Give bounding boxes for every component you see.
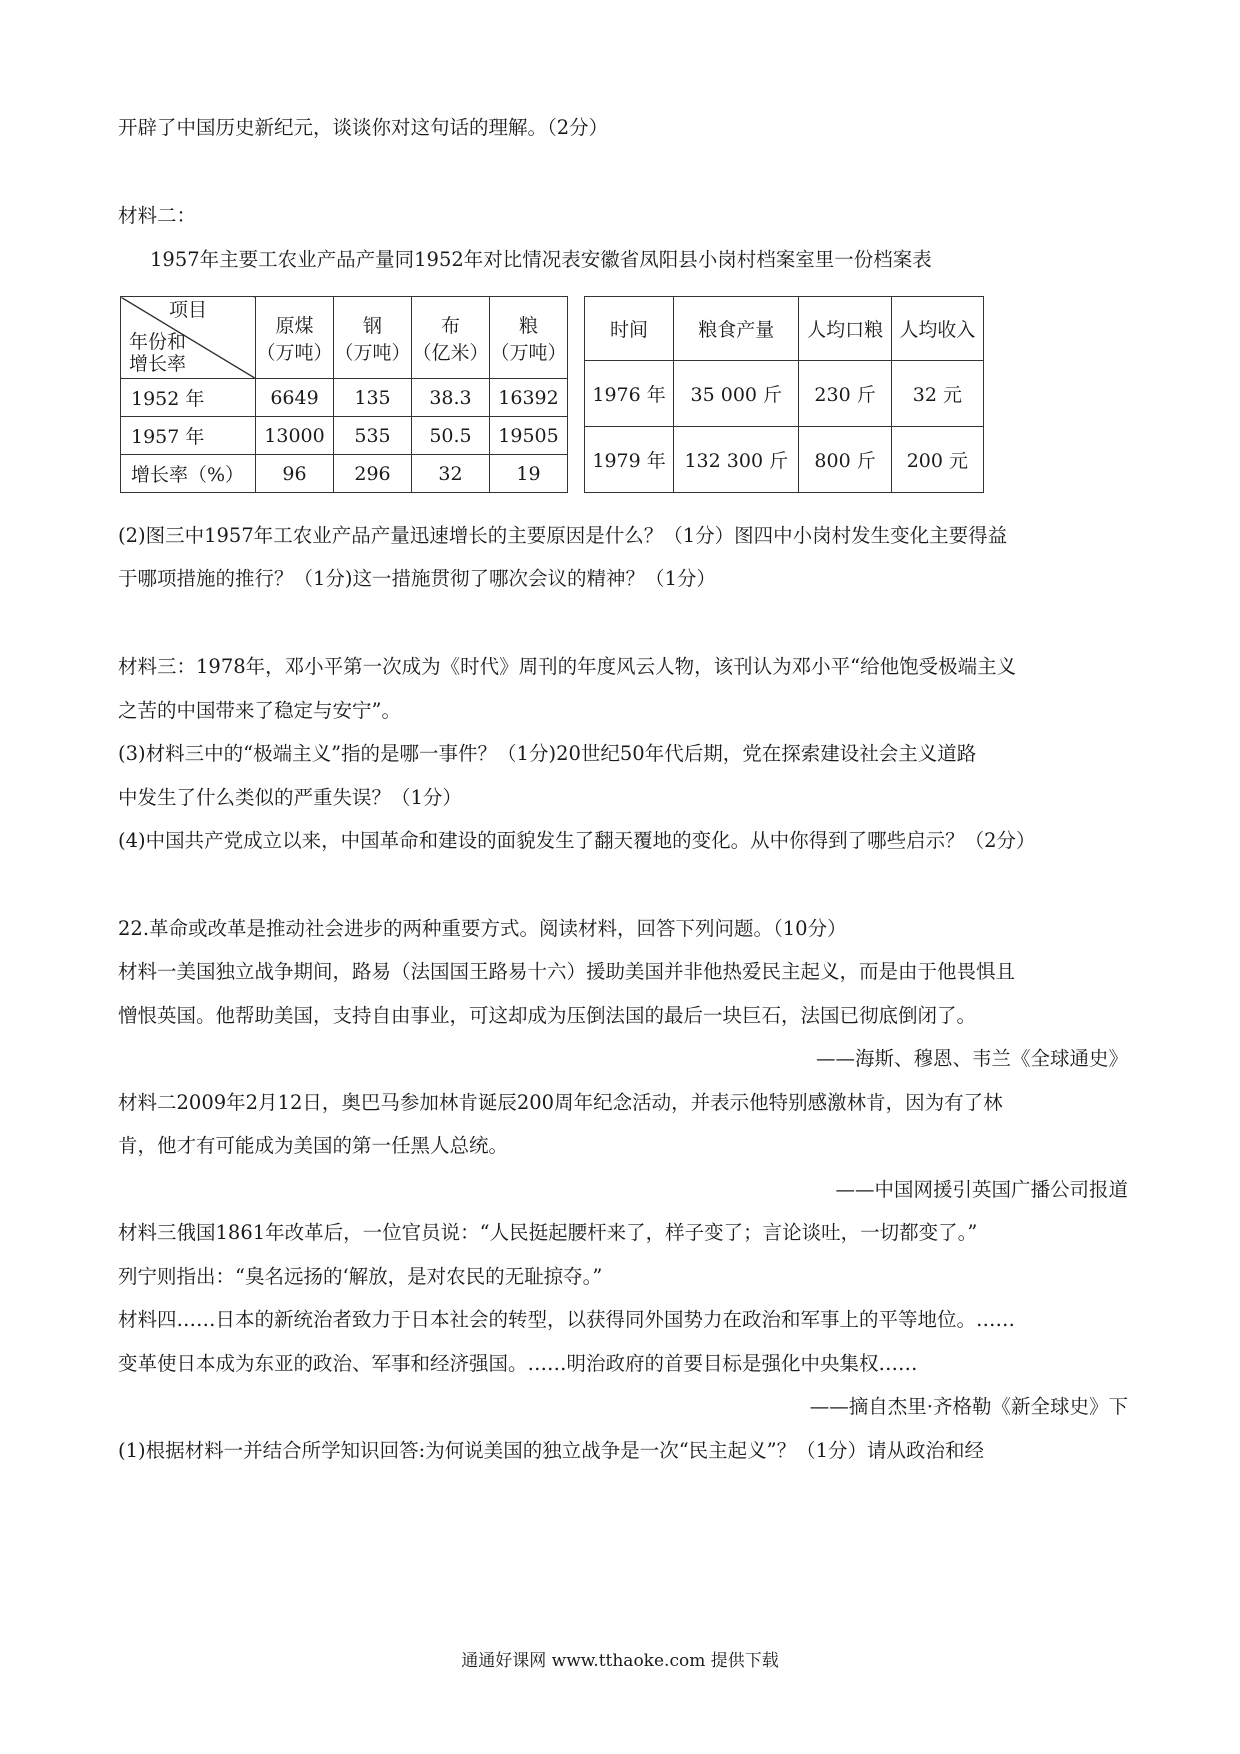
header-cell: 布 （亿米） (412, 297, 490, 379)
question-2-line-2: 于哪项措施的推行？（1分)这一措施贯彻了哪次会议的精神？（1分） (118, 567, 716, 590)
source-4-line-1: 材料四……日本的新统治者致力于日本社会的转型，以获得同外国势力在政治和军事上的平等地位。…… (118, 1308, 1016, 1331)
source-1-line-2: 憎恨英国。他帮助美国，支持自由事业，可这却成为压倒法国的最后一块巨石，法国已彻底倒闭了。 (118, 1004, 977, 1027)
material-three-line-1: 材料三：1978年，邓小平第一次成为《时代》周刊的年度风云人物，该刊认为邓小平“给他饱受极端主义 (118, 655, 1017, 678)
source-2-line-2: 肯，他才有可能成为美国的第一任黑人总统。 (118, 1134, 509, 1157)
header-cell: 人均口粮 (799, 297, 891, 361)
table-row: 1952 年 6649 135 38.3 16392 (121, 379, 568, 417)
source-4-citation: ——摘自杰里·齐格勒《新全球史》下 (809, 1395, 1128, 1418)
source-2-citation: ——中国网援引英国广播公司报道 (835, 1178, 1128, 1201)
line-l1: 开辟了中国历史新纪元，谈谈你对这句话的理解。（2分） (118, 116, 609, 139)
question-1: (1)根据材料一并结合所学知识回答:为何说美国的独立战争是一次“民主起义”？（1分）请从政治和经 (118, 1439, 985, 1462)
corner-bottom-2: 增长率 (129, 353, 187, 375)
xiaogang-table (584, 296, 984, 493)
footer-watermark: 通通好课网 www.tthaoke.com 提供下载 (461, 1651, 779, 1671)
question-3-line-2: 中发生了什么类似的严重失误？（1分） (118, 786, 462, 809)
material-three-line-2: 之苦的中国带来了稳定与安宁”。 (118, 699, 401, 722)
question-22: 22.革命或改革是推动社会进步的两种重要方式。阅读材料，回答下列问题。（10分） (118, 917, 847, 940)
header-cell: 钢 （万吨） (334, 297, 412, 379)
source-1-citation: ——海斯、穆恩、韦兰《全球通史》 (815, 1047, 1128, 1070)
table-row: 1976 年 35 000 斤 230 斤 32 元 (585, 361, 984, 427)
corner-cell (121, 297, 256, 379)
source-3-line-1: 材料三俄国1861年改革后，一位官员说：“人民挺起腰杆来了，样子变了；言论谈吐，一切都变了。” (118, 1221, 978, 1244)
question-3-line-1: (3)材料三中的“极端主义”指的是哪一事件？（1分)20世纪50年代后期，党在探索建设社会主义道路 (118, 742, 977, 765)
table-row: 增长率（%） 96 296 32 19 (121, 455, 568, 493)
source-1-line-1: 材料一美国独立战争期间，路易（法国国王路易十六）援助美国并非他热爱民主起义，而是由于他畏惧且 (118, 960, 1016, 983)
question-2-line-1: (2)图三中1957年工农业产品产量迅速增长的主要原因是什么？（1分）图四中小岗村发生变化主要得益 (118, 524, 1008, 547)
question-4: (4)中国共产党成立以来，中国革命和建设的面貌发生了翻天覆地的变化。从中你得到了哪些启示？（2分） (118, 829, 1036, 852)
header-cell: 时间 (585, 297, 674, 361)
source-2-line-1: 材料二2009年2月12日，奥巴马参加林肯诞辰200周年纪念活动，并表示他特别感激林肯，因为有了林 (118, 1091, 1003, 1114)
production-table (120, 296, 568, 493)
table-caption: 1957年主要工农业产品产量同1952年对比情况表安徽省凤阳县小岗村档案室里一份档案表 (150, 248, 932, 271)
material-two-label: 材料二： (118, 204, 197, 227)
header-cell: 原煤 （万吨） (256, 297, 334, 379)
table-row: 1979 年 132 300 斤 800 斤 200 元 (585, 427, 984, 493)
source-3-line-2: 列宁则指出：“臭名远扬的‘解放，是对农民的无耻掠夺。” (118, 1265, 603, 1288)
header-cell: 粮 （万吨） (490, 297, 568, 379)
table-row: 1957 年 13000 535 50.5 19505 (121, 417, 568, 455)
header-cell: 粮食产量 (674, 297, 799, 361)
header-cell: 人均收入 (891, 297, 983, 361)
source-4-line-2: 变革使日本成为东亚的政治、军事和经济强国。……明治政府的首要目标是强化中央集权…… (118, 1352, 918, 1375)
corner-bottom-1: 年份和 (129, 331, 187, 353)
corner-top: 项目 (169, 299, 208, 321)
